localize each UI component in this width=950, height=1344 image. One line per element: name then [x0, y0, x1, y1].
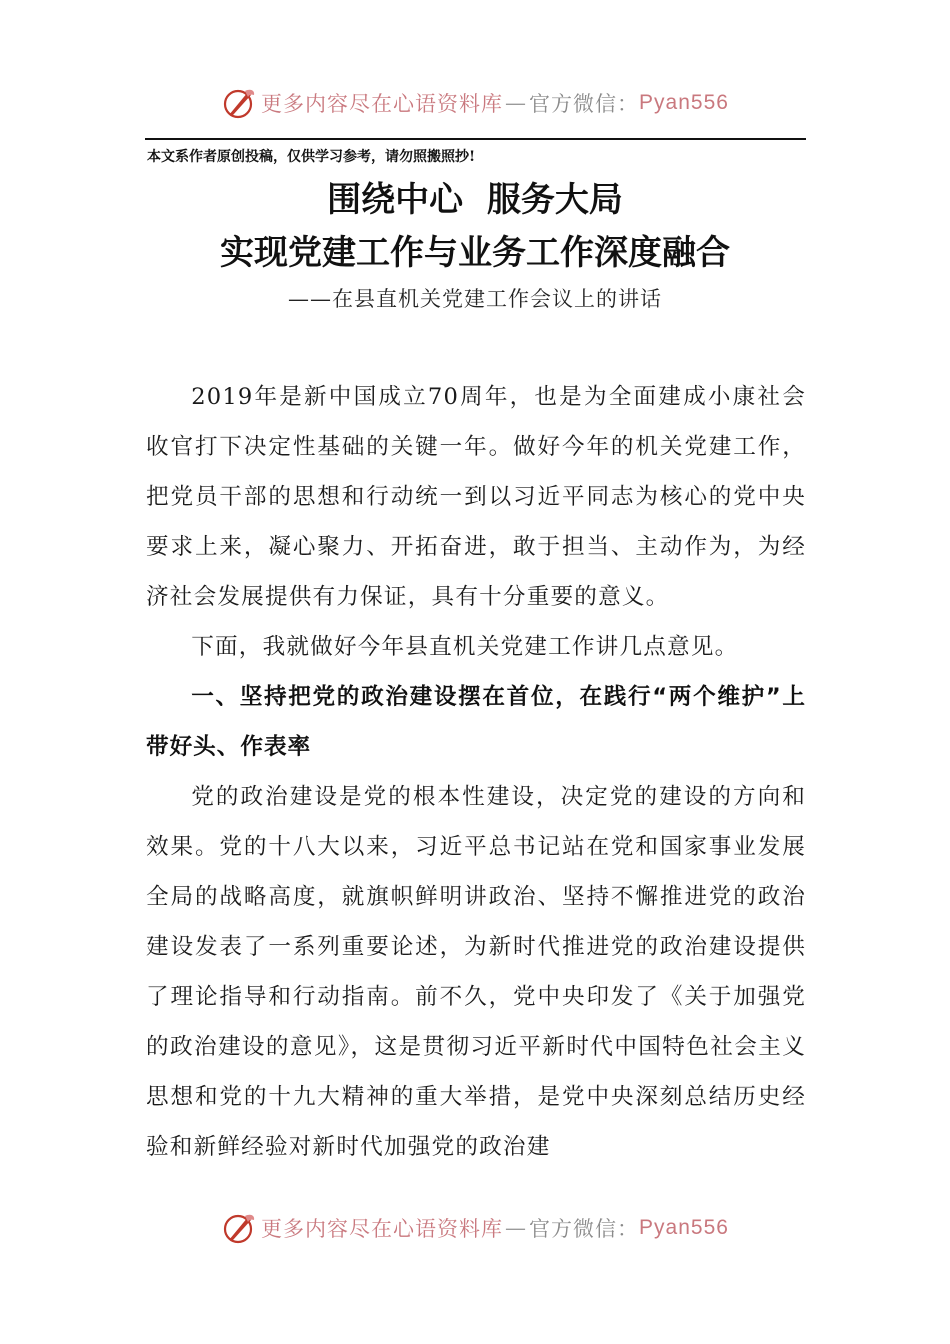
document-body	[146, 372, 806, 1172]
watermark-top	[0, 85, 950, 121]
paragraph: 下面，我就做好今年县直机关党建工作讲几点意见。	[191, 634, 739, 660]
section-heading: 一、坚持把党的政治建设摆在首位，在践行“两个维护”上带好头、作表率	[146, 684, 806, 760]
watermark-dash: —	[505, 91, 528, 115]
watermark-contact-id: Pyan556	[639, 91, 729, 114]
document-title-line-1: 围绕中心 服务大局	[327, 180, 623, 220]
copyright-notice: 本文系作者原创投稿，仅供学习参考，请勿照搬照抄!	[147, 149, 476, 165]
header-rule	[145, 138, 806, 140]
document-title-line-2: 实现党建工作与业务工作深度融合	[220, 233, 730, 273]
watermark-dash: —	[505, 1216, 528, 1240]
watermark-brand: 更多内容尽在心语资料库	[261, 1217, 504, 1241]
watermark-bottom	[0, 1210, 950, 1246]
paragraph: 党的政治建设是党的根本性建设，决定党的建设的方向和效果。党的十八大以来，习近平总书记站在党和国家事业发展全局的战略高度，就旗帜鲜明讲政治、坚持不懈推进党的政治建设发表了一系列重要论述，为新时代推进党的政治建设提供了理论指导和行动指南。前不久，党中央印发了《关于加强党的政治建设的意见》，这是贯彻习近平新时代中国特色社会主义思想和党的十九大精神的重大举措，是党中央深刻总结历史经验和新鲜经验对新时代加强党的政治建	[146, 784, 806, 1160]
watermark-contact-label: 官方微信：	[529, 92, 640, 116]
paragraph: 2019年是新中国成立70周年，也是为全面建成小康社会收官打下决定性基础的关键一年。做好今年的机关党建工作，把党员干部的思想和行动统一到以习近平同志为核心的党中央要求上来，凝心聚力、开拓奋进，敢于担当、主动作为，为经济社会发展提供有力保证，具有十分重要的意义。	[146, 384, 806, 610]
watermark-brand: 更多内容尽在心语资料库	[261, 92, 504, 116]
watermark-contact-id: Pyan556	[639, 1216, 729, 1239]
quill-logo-icon	[221, 1210, 257, 1246]
quill-logo-icon	[221, 85, 257, 121]
document-subtitle: ——在县直机关党建工作会议上的讲话	[288, 287, 662, 311]
watermark-contact-label: 官方微信：	[529, 1217, 640, 1241]
